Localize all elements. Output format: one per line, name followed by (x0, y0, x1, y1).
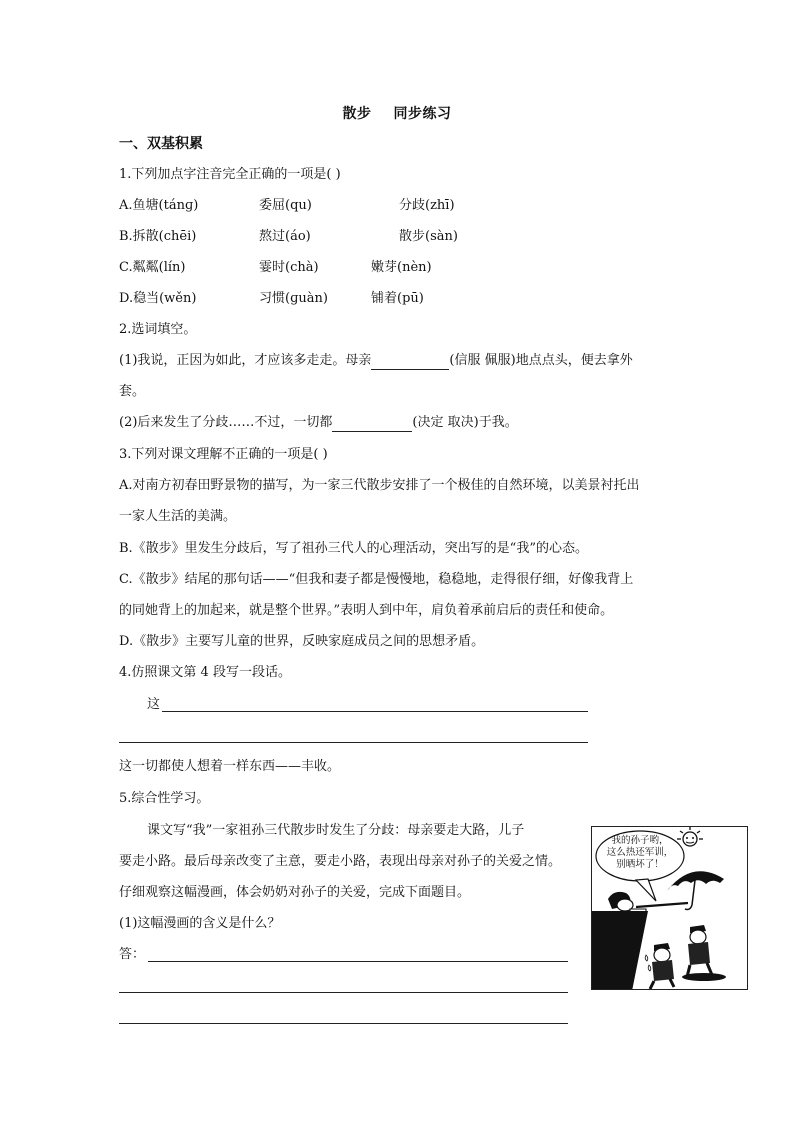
q1-a-2: 委屈(qu) (259, 198, 312, 213)
q2-blank-2[interactable] (332, 417, 412, 432)
q3-option-a-line-1: A.对南方初春田野景物的描写，为一家三代散步安排了一个极佳的自然环境，以美景衬托出 (119, 478, 640, 493)
q4-stem: 4.仿照课文第 4 段写一段话。 (119, 665, 291, 680)
q1-a-1: A.鱼塘(tánɡ) (119, 198, 199, 213)
q1-option-row-b (119, 228, 679, 246)
q2-stem: 2.选词填空。 (119, 322, 197, 337)
q1-c-2: 霎时(chà) (259, 260, 319, 275)
speech-bubble-tail (636, 879, 656, 901)
q2-s2-before: (2)后来发生了分歧……不过，一切都 (119, 415, 333, 430)
q5-paragraph-line-3: 仔细观察这幅漫画，体会奶奶对孙子的关爱，完成下面题目。 (119, 885, 471, 900)
q1-c-1: C.粼粼(lín) (119, 260, 186, 275)
q5-stem: 5.综合性学习。 (119, 791, 210, 806)
q1-b-1: B.拆散(chēi) (119, 229, 197, 244)
q3-stem: 3.下列对课文理解不正确的一项是( ) (119, 447, 328, 462)
q4-lead-word: 这 (147, 697, 161, 712)
q5-paragraph-line-1: 课文写“我”一家祖孙三代散步时发生了分歧：母亲要走大路，儿子 (147, 823, 525, 838)
comic-illustration (591, 826, 748, 990)
q1-stem: 1.下列加点字注音完全正确的一项是( ) (119, 167, 341, 182)
q4-ending-sentence: 这一切都使人想着一样东西——丰收。 (119, 759, 341, 774)
q1-option-row-d (119, 290, 679, 308)
q5-answer-line-1[interactable] (148, 961, 568, 962)
bubble-line-2: 这么热还军训， (606, 847, 674, 858)
q1-a-3: 分歧(zhī) (399, 198, 455, 213)
q1-option-row-a (119, 197, 679, 215)
bubble-line-1: 我的孙子哟， (611, 835, 669, 846)
q5-answer-label: 答： (119, 947, 146, 962)
q3-option-a-line-2: 一家人生活的美满。 (119, 509, 237, 524)
q1-d-3: 铺着(pū) (371, 291, 424, 306)
q1-d-2: 习惯(ɡuàn) (259, 291, 328, 306)
q2-s1-before: (1)我说，正因为如此，才应该多走走。母亲 (119, 353, 372, 368)
wall-shape (592, 911, 648, 990)
bubble-line-3: 别晒坏了！ (616, 859, 664, 870)
q5-answer-line-3[interactable] (119, 1023, 568, 1024)
q4-answer-line-1[interactable] (162, 711, 588, 712)
q3-option-d: D.《散步》主要写儿童的世界，反映家庭成员之间的思想矛盾。 (119, 634, 485, 649)
q2-s1-after: (信服 佩服)地点点头，便去拿外 (449, 353, 633, 368)
sun-icon (677, 827, 703, 846)
q2-sentence-2 (119, 414, 518, 432)
q4-answer-line-2[interactable] (119, 742, 588, 743)
soldier-right-figure (682, 925, 726, 981)
q1-b-2: 熬过(áo) (259, 229, 311, 244)
q1-option-row-c (119, 259, 679, 277)
q3-option-c-line-1: C.《散步》结尾的那句话——“但我和妻子都是慢慢地，稳稳地，走得很仔细，好像我背上 (119, 572, 634, 587)
q2-s2-after: (决定 取决)于我。 (412, 415, 518, 430)
title-part-1: 散步 (342, 106, 372, 122)
q2-s1-continued: 套。 (119, 384, 146, 399)
speech-bubble-text (602, 835, 678, 871)
q3-option-c-line-2: 的同她背上的加起来，就是整个世界。”表明人到中年，肩负着承前启后的责任和使命。 (119, 603, 614, 618)
q5-paragraph-line-2: 要走小路。最后母亲改变了主意，要走小路，表现出母亲对孙子的关爱之情。 (119, 854, 562, 869)
q3-option-b: B.《散步》里发生分歧后，写了祖孙三代人的心理活动，突出写的是“我”的心态。 (119, 541, 588, 556)
q1-b-3: 散步(sàn) (399, 229, 458, 244)
q5-subquestion-1: (1)这幅漫画的含义是什么？ (119, 916, 281, 931)
q2-sentence-1 (119, 352, 633, 370)
section-heading-1: 一、双基积累 (119, 136, 203, 152)
q1-d-1: D.稳当(wěn) (119, 291, 197, 306)
soldier-left-figure (645, 943, 674, 989)
q2-blank-1[interactable] (371, 355, 449, 370)
q5-answer-line-2[interactable] (119, 992, 568, 993)
title-part-2: 同步练习 (393, 106, 452, 122)
page-title (0, 103, 794, 123)
q1-c-3: 嫩芽(nèn) (371, 260, 432, 275)
